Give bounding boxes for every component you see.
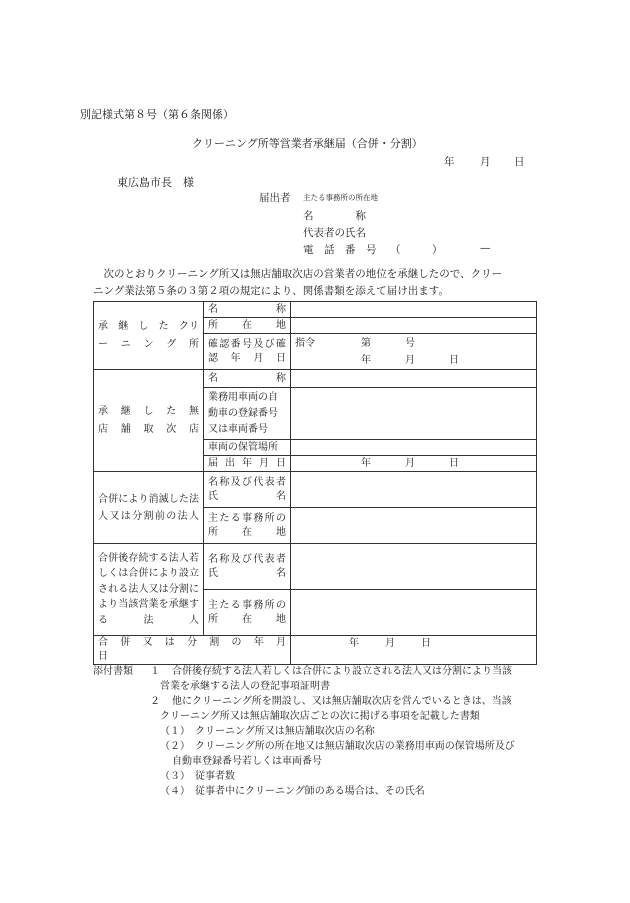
date-year-label: 年 — [444, 156, 455, 168]
form-title: クリーニング所等営業者承継届（合併・分割） — [192, 137, 423, 150]
dissolved-office-value[interactable] — [291, 508, 537, 544]
agency-vehicle-label: 業務用車両の自動車の登録番号又は車両番号 — [204, 388, 291, 440]
surviving-name-rep-label: 名称及び代表者氏 名 — [204, 544, 291, 590]
surviving-name-rep-value[interactable] — [291, 544, 537, 590]
cleaning-cert-value[interactable] — [291, 334, 537, 370]
attachment-1-line-1: 合併後存続する法人若しくは合併により設立される法人又は分割により当該 — [172, 666, 512, 677]
succession-form-table — [93, 301, 537, 665]
intro-line-2: ニング業法第５条の３第２項の規定により、関係書類を添えて届け出ます。 — [93, 285, 449, 297]
merger-month: 月 — [385, 638, 395, 649]
addressee: 東広島市長 様 — [117, 176, 194, 189]
attachment-1-line-2: 営業を承継する法人の登記事項証明書 — [160, 681, 330, 692]
date-day-label: 日 — [514, 156, 525, 168]
cert-dai: 第 — [361, 338, 371, 349]
merger-year: 年 — [349, 638, 359, 649]
attachment-sub-4: （４） 従事者中にクリーニング師のある場合は、その氏名 — [160, 786, 425, 797]
attachment-2-line-2: クリーニング所又は無店舗取次店ごとの次に掲げる事項を記載した書類 — [160, 711, 480, 722]
cleaning-name-label: 名 称 — [204, 302, 291, 318]
notifier-rep-label: 代表者の氏名 — [303, 227, 366, 239]
notify-day: 日 — [449, 458, 459, 469]
notify-year: 年 — [361, 458, 371, 469]
dissolved-office-label: 主たる事務所の所 在 地 — [204, 508, 291, 544]
notifier-phone-parens: （ ） — [390, 244, 443, 256]
date-month-label: 月 — [480, 156, 491, 168]
notifier-office-label: 主たる事務所の所在地 — [303, 193, 378, 202]
agency-header: 承 継 し た 無 店 舗 取 次 店 — [94, 370, 204, 472]
cleaning-cert-label: 確認番号及び確 認 年 月 日 — [204, 334, 291, 370]
surviving-office-label: 主たる事務所の所 在 地 — [204, 590, 291, 636]
merger-date-label: 合 併 又 は 分 割 の 年 月 日 — [94, 636, 291, 665]
attachment-2-line-1: 他にクリーニング所を開設し、又は無店舗取次店を営んでいるときは、当該 — [172, 696, 512, 707]
attachment-1-num: １ — [150, 666, 160, 677]
cleaning-address-value[interactable] — [291, 318, 537, 334]
cleaning-name-value[interactable] — [291, 302, 537, 318]
agency-name-value[interactable] — [291, 370, 537, 388]
cert-month: 月 — [405, 355, 415, 366]
attachment-2-num: ２ — [150, 696, 160, 707]
agency-notify-date-label: 届 出 年 月 日 — [204, 456, 291, 472]
merger-day: 日 — [421, 638, 431, 649]
dissolved-corp-header: 合併により消滅した法人又は分割前の法人 — [94, 472, 204, 544]
surviving-office-value[interactable] — [291, 590, 537, 636]
notifier-name-label: 名 称 — [303, 210, 366, 222]
dissolved-name-rep-label: 名称及び代表者氏 名 — [204, 472, 291, 508]
surviving-corp-header: 合併後存続する法人若しくは合併により設立される法人又は分割により当該営業を承継する法人 — [94, 544, 204, 636]
cert-year: 年 — [361, 355, 371, 366]
merger-date-value[interactable] — [291, 636, 537, 665]
attachment-sub-2-line-1: （２） クリーニング所の所在地又は無店舗取次店の業務用車両の保管場所及び — [160, 741, 515, 752]
attachments-label: 添付書類 — [93, 666, 133, 677]
cleaning-address-label: 所 在 地 — [204, 318, 291, 334]
cleaning-shop-header: 承 継 し た クリーニング所 — [94, 302, 204, 370]
notifier-phone-label: 電 話 番 号 — [303, 244, 377, 256]
attachment-sub-1: （１） クリーニング所又は無店舗取次店の名称 — [160, 726, 375, 737]
agency-notify-date-value[interactable] — [291, 456, 537, 472]
attachment-sub-2-line-2: 自動車登録番号若しくは車両番号 — [172, 756, 322, 767]
attachment-sub-3: （３） 従事者数 — [160, 771, 235, 782]
cert-go: 号 — [405, 338, 415, 349]
notifier-label: 届出者 — [259, 192, 291, 204]
agency-name-label: 名 称 — [204, 370, 291, 388]
agency-vehicle-value[interactable] — [291, 388, 537, 440]
notifier-phone-dash: — — [480, 242, 491, 254]
notify-month: 月 — [405, 458, 415, 469]
form-number: 別記様式第８号（第６条関係） — [80, 108, 234, 121]
cert-day: 日 — [449, 355, 459, 366]
dissolved-name-rep-value[interactable] — [291, 472, 537, 508]
cert-prefix: 指令 — [295, 338, 315, 349]
agency-storage-label: 車両の保管場所 — [204, 440, 291, 456]
intro-line-1: 次のとおりクリーニング所又は無店舗取次店の営業者の地位を承継したので、クリー — [93, 268, 503, 280]
agency-storage-value[interactable] — [291, 440, 537, 456]
